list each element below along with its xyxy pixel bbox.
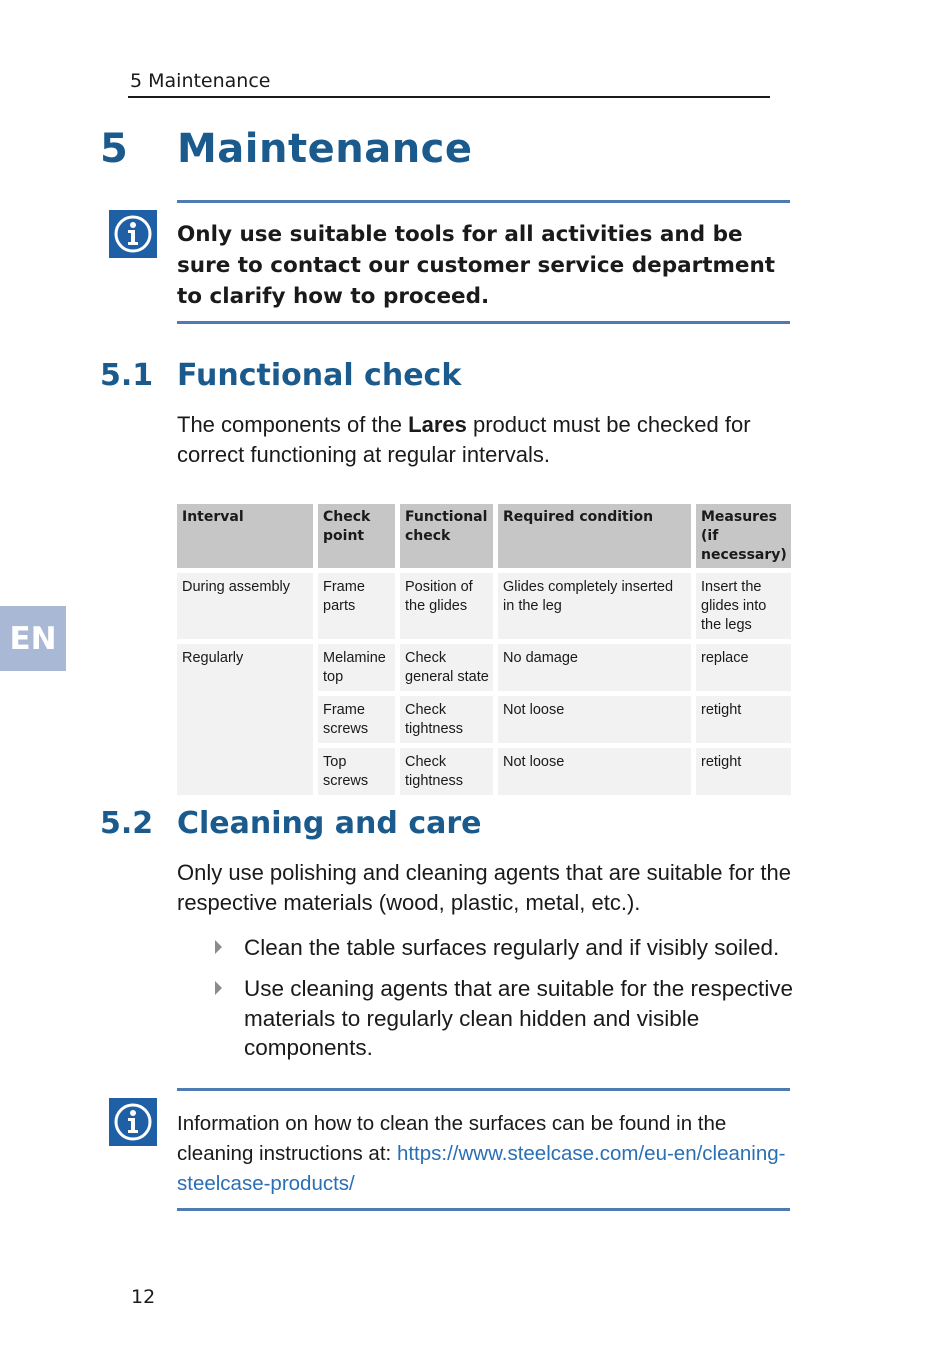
para-text: product must be checked for correct functioning at regular intervals. — [177, 412, 751, 467]
table-cell: No damage — [498, 644, 691, 691]
table-cell: Position of the glides — [400, 573, 493, 639]
cleaning-paragraph: Only use polishing and cleaning agents that are suitable for the respective materials (wood, plastic, metal, etc.). — [177, 860, 791, 915]
table-cell: Check tightness — [400, 748, 493, 795]
info-text: Information on how to clean the surfaces can be found in the cleaning instructions at: — [177, 1112, 727, 1165]
table-cell: Not loose — [498, 748, 691, 795]
intro-note: Only use suitable tools for all activities and be sure to contact our customer service department to clarify how to proceed. — [177, 222, 776, 309]
chapter-number: 5 — [100, 126, 129, 172]
column-header: Measures (if necessary) — [696, 504, 791, 568]
section-number: 5.1 — [100, 358, 154, 393]
table-cell: Frame parts — [318, 573, 395, 639]
running-header: 5 Maintenance — [130, 70, 271, 92]
list-item — [215, 974, 805, 1064]
cleaning-instructions-link[interactable]: https://www.steelcase.com/eu-en/cleaning-steelcase-products/ — [177, 1142, 786, 1195]
table-cell: Melamine top — [318, 644, 395, 691]
page-number: 12 — [131, 1286, 156, 1308]
table-cell: Check tightness — [400, 696, 493, 743]
table-cell: retight — [696, 748, 791, 795]
section-title: Functional check — [177, 358, 462, 393]
column-header: Required condition — [498, 504, 691, 568]
cleaning-info-note — [177, 1109, 797, 1199]
table-cell: Glides completely inserted in the leg — [498, 573, 691, 639]
section-title: Cleaning and care — [177, 806, 482, 841]
product-name: Lares — [408, 412, 467, 437]
para-text: The components of the — [177, 412, 409, 437]
table-cell: Check general state — [400, 644, 493, 691]
list-item — [215, 933, 805, 963]
bullet-text: Use cleaning agents that are suitable for the respective materials to regularly clean hidden and visible components. — [244, 976, 794, 1060]
header-rule — [128, 96, 770, 98]
note-top-rule — [177, 200, 790, 203]
info-icon — [109, 210, 157, 258]
column-header: Interval — [177, 504, 313, 568]
bullet-arrow-icon — [215, 981, 222, 995]
table-cell: During assembly — [177, 573, 313, 639]
table-cell: replace — [696, 644, 791, 691]
table-cell: Top screws — [318, 748, 395, 795]
note-bottom-rule — [177, 321, 790, 324]
info-icon — [109, 1098, 157, 1146]
functional-check-paragraph — [177, 410, 797, 470]
table-cell: retight — [696, 696, 791, 743]
bullet-arrow-icon — [215, 940, 222, 954]
section-number: 5.2 — [100, 806, 154, 841]
column-header: Check point — [318, 504, 395, 568]
note-bottom-rule — [177, 1208, 790, 1211]
bullet-text: Clean the table surfaces regularly and if visibly soiled. — [244, 935, 780, 960]
language-tab: EN — [0, 606, 66, 671]
table-cell: Not loose — [498, 696, 691, 743]
column-header: Functional check — [400, 504, 493, 568]
table-cell: Insert the glides into the legs — [696, 573, 791, 639]
functional-check-table — [177, 504, 790, 795]
table-cell: Frame screws — [318, 696, 395, 743]
note-top-rule — [177, 1088, 790, 1091]
chapter-title: Maintenance — [177, 126, 473, 172]
table-cell: Regularly — [177, 644, 313, 795]
